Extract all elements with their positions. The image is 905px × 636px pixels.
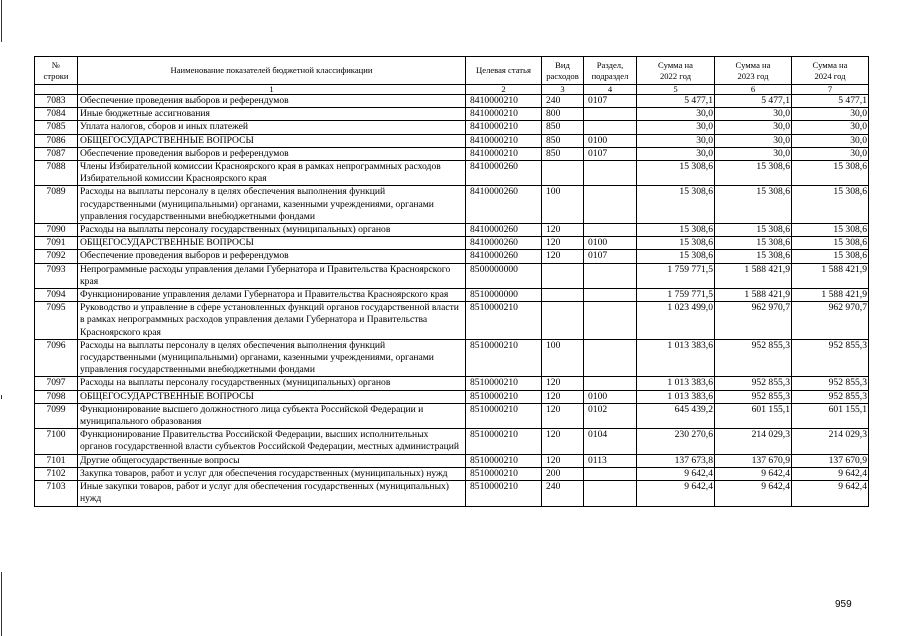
table-row bbox=[35, 134, 869, 147]
sum-2023-cell: 952 855,3 bbox=[715, 390, 792, 403]
sum-2024-cell: 30,0 bbox=[792, 121, 869, 134]
section-cell bbox=[584, 467, 637, 480]
row-number-cell: 7094 bbox=[35, 289, 78, 302]
target-article-cell: 8410000210 bbox=[466, 95, 542, 108]
row-name-cell: Обеспечение проведения выборов и референдумов bbox=[78, 250, 466, 263]
expense-kind-cell: 100 bbox=[542, 339, 584, 377]
sum-2022-cell: 9 642,4 bbox=[637, 481, 715, 506]
sum-2024-cell: 952 855,3 bbox=[792, 339, 869, 377]
table-row bbox=[35, 377, 869, 390]
row-number-cell: 7092 bbox=[35, 250, 78, 263]
table-row bbox=[35, 289, 869, 302]
expense-kind-cell bbox=[542, 302, 584, 340]
sum-2023-cell: 15 308,6 bbox=[715, 224, 792, 237]
sum-2022-cell: 1 759 771,5 bbox=[637, 289, 715, 302]
header-sum-2024: Сумма на 2024 год bbox=[792, 57, 869, 85]
section-cell: 0100 bbox=[584, 390, 637, 403]
sum-2022-cell: 15 308,6 bbox=[637, 161, 715, 186]
expense-kind-cell: 120 bbox=[542, 224, 584, 237]
sum-2022-cell: 1 023 499,0 bbox=[637, 302, 715, 340]
sum-2023-cell: 30,0 bbox=[715, 147, 792, 160]
sum-2023-cell: 30,0 bbox=[715, 121, 792, 134]
row-number-cell: 7093 bbox=[35, 263, 78, 288]
sum-2024-cell: 30,0 bbox=[792, 147, 869, 160]
table-row bbox=[35, 186, 869, 224]
target-article-cell: 8410000260 bbox=[466, 161, 542, 186]
expense-kind-cell: 120 bbox=[542, 377, 584, 390]
row-name-cell: ОБЩЕГОСУДАРСТВЕННЫЕ ВОПРОСЫ bbox=[78, 390, 466, 403]
target-article-cell: 8410000210 bbox=[466, 134, 542, 147]
row-number-cell: 7099 bbox=[35, 403, 78, 428]
sum-2022-cell: 9 642,4 bbox=[637, 467, 715, 480]
header-target: Целевая статья bbox=[466, 57, 542, 85]
row-number-cell: 7083 bbox=[35, 95, 78, 108]
expense-kind-cell: 120 bbox=[542, 250, 584, 263]
sum-2022-cell: 137 673,8 bbox=[637, 454, 715, 467]
row-number-cell: 7101 bbox=[35, 454, 78, 467]
sum-2023-cell: 1 588 421,9 bbox=[715, 263, 792, 288]
header-row bbox=[35, 57, 869, 85]
expense-kind-cell: 120 bbox=[542, 429, 584, 454]
row-number-cell: 7089 bbox=[35, 186, 78, 224]
sum-2024-cell: 962 970,7 bbox=[792, 302, 869, 340]
sum-2022-cell: 5 477,1 bbox=[637, 95, 715, 108]
column-number: 7 bbox=[792, 85, 869, 95]
sum-2022-cell: 1 013 383,6 bbox=[637, 390, 715, 403]
section-cell bbox=[584, 302, 637, 340]
table-row bbox=[35, 161, 869, 186]
row-number-cell: 7096 bbox=[35, 339, 78, 377]
target-article-cell: 8510000210 bbox=[466, 377, 542, 390]
table-row bbox=[35, 339, 869, 377]
row-number-cell: 7091 bbox=[35, 237, 78, 250]
sum-2023-cell: 9 642,4 bbox=[715, 481, 792, 506]
table-row bbox=[35, 121, 869, 134]
section-cell bbox=[584, 377, 637, 390]
row-name-cell: Закупка товаров, работ и услуг для обеспечения государственных (муниципальных) нужд bbox=[78, 467, 466, 480]
section-cell bbox=[584, 289, 637, 302]
sum-2024-cell: 9 642,4 bbox=[792, 481, 869, 506]
table-row bbox=[35, 147, 869, 160]
sum-2024-cell: 15 308,6 bbox=[792, 186, 869, 224]
row-name-cell: ОБЩЕГОСУДАРСТВЕННЫЕ ВОПРОСЫ bbox=[78, 237, 466, 250]
sum-2022-cell: 1 013 383,6 bbox=[637, 339, 715, 377]
row-name-cell: Расходы на выплаты персоналу в целях обеспечения выполнения функций государственными (муниципальными) органами, казенными учреждениями, органами управления государственными внебюджетными фондами bbox=[78, 339, 466, 377]
row-name-cell: Функционирование Правительства Российской Федерации, высших исполнительных органов государственной власти субъектов Российской Федерации, местных администраций bbox=[78, 429, 466, 454]
target-article-cell: 8410000210 bbox=[466, 147, 542, 160]
expense-kind-cell: 240 bbox=[542, 95, 584, 108]
table-row bbox=[35, 302, 869, 340]
target-article-cell: 8510000210 bbox=[466, 302, 542, 340]
table-row bbox=[35, 108, 869, 121]
sum-2024-cell: 30,0 bbox=[792, 134, 869, 147]
row-name-cell: Уплата налогов, сборов и иных платежей bbox=[78, 121, 466, 134]
expense-kind-cell: 120 bbox=[542, 454, 584, 467]
expense-kind-cell: 120 bbox=[542, 237, 584, 250]
table-row bbox=[35, 95, 869, 108]
sum-2022-cell: 1 013 383,6 bbox=[637, 377, 715, 390]
edge-mark-top bbox=[1, 0, 2, 42]
sum-2024-cell: 5 477,1 bbox=[792, 95, 869, 108]
table-body bbox=[35, 95, 869, 507]
row-name-cell: Другие общегосударственные вопросы bbox=[78, 454, 466, 467]
header-sum-2023: Сумма на 2023 год bbox=[715, 57, 792, 85]
sum-2023-cell: 962 970,7 bbox=[715, 302, 792, 340]
target-article-cell: 8410000210 bbox=[466, 108, 542, 121]
sum-2023-cell: 15 308,6 bbox=[715, 186, 792, 224]
page-number: 959 bbox=[835, 599, 852, 610]
section-cell: 0102 bbox=[584, 403, 637, 428]
row-number-cell: 7084 bbox=[35, 108, 78, 121]
row-number-cell: 7088 bbox=[35, 161, 78, 186]
section-cell bbox=[584, 161, 637, 186]
row-number-cell: 7098 bbox=[35, 390, 78, 403]
expense-kind-cell: 100 bbox=[542, 186, 584, 224]
section-cell bbox=[584, 263, 637, 288]
header-row-no: № строки bbox=[35, 57, 78, 85]
sum-2024-cell: 15 308,6 bbox=[792, 224, 869, 237]
row-number-cell: 7090 bbox=[35, 224, 78, 237]
expense-kind-cell: 850 bbox=[542, 121, 584, 134]
row-number-cell: 7086 bbox=[35, 134, 78, 147]
sum-2024-cell: 214 029,3 bbox=[792, 429, 869, 454]
sum-2022-cell: 15 308,6 bbox=[637, 237, 715, 250]
row-number-cell: 7097 bbox=[35, 377, 78, 390]
table-row bbox=[35, 237, 869, 250]
section-cell: 0107 bbox=[584, 95, 637, 108]
section-cell: 0100 bbox=[584, 237, 637, 250]
table-row bbox=[35, 429, 869, 454]
header-name: Наименование показателей бюджетной классификации bbox=[78, 57, 466, 85]
row-number-cell: 7087 bbox=[35, 147, 78, 160]
target-article-cell: 8410000260 bbox=[466, 186, 542, 224]
table-row bbox=[35, 390, 869, 403]
expense-kind-cell bbox=[542, 263, 584, 288]
target-article-cell: 8410000260 bbox=[466, 237, 542, 250]
table-row bbox=[35, 481, 869, 506]
sum-2022-cell: 30,0 bbox=[637, 121, 715, 134]
target-article-cell: 8510000210 bbox=[466, 403, 542, 428]
section-cell bbox=[584, 121, 637, 134]
table-row bbox=[35, 403, 869, 428]
row-number-cell: 7095 bbox=[35, 302, 78, 340]
target-article-cell: 8410000260 bbox=[466, 250, 542, 263]
target-article-cell: 8510000210 bbox=[466, 390, 542, 403]
column-number: 2 bbox=[466, 85, 542, 95]
sum-2023-cell: 15 308,6 bbox=[715, 237, 792, 250]
expense-kind-cell: 850 bbox=[542, 134, 584, 147]
sum-2023-cell: 1 588 421,9 bbox=[715, 289, 792, 302]
sum-2023-cell: 5 477,1 bbox=[715, 95, 792, 108]
sum-2023-cell: 15 308,6 bbox=[715, 250, 792, 263]
sum-2022-cell: 230 270,6 bbox=[637, 429, 715, 454]
row-name-cell: Расходы на выплаты персоналу государственных (муниципальных) органов bbox=[78, 377, 466, 390]
sum-2023-cell: 9 642,4 bbox=[715, 467, 792, 480]
target-article-cell: 8410000210 bbox=[466, 121, 542, 134]
section-cell: 0100 bbox=[584, 134, 637, 147]
sum-2022-cell: 15 308,6 bbox=[637, 224, 715, 237]
target-article-cell: 8510000210 bbox=[466, 454, 542, 467]
sum-2024-cell: 601 155,1 bbox=[792, 403, 869, 428]
row-name-cell: ОБЩЕГОСУДАРСТВЕННЫЕ ВОПРОСЫ bbox=[78, 134, 466, 147]
sum-2024-cell: 952 855,3 bbox=[792, 390, 869, 403]
sum-2022-cell: 30,0 bbox=[637, 134, 715, 147]
row-number-cell: 7085 bbox=[35, 121, 78, 134]
column-number-row bbox=[35, 85, 869, 95]
row-number-cell: 7102 bbox=[35, 467, 78, 480]
table-row bbox=[35, 263, 869, 288]
sum-2023-cell: 30,0 bbox=[715, 108, 792, 121]
row-name-cell: Иные закупки товаров, работ и услуг для обеспечения государственных (муниципальных) нужд bbox=[78, 481, 466, 506]
sum-2024-cell: 15 308,6 bbox=[792, 250, 869, 263]
row-number-cell: 7103 bbox=[35, 481, 78, 506]
row-name-cell: Расходы на выплаты персоналу в целях обеспечения выполнения функций государственными (муниципальными) органами, казенными учреждениями, органами управления государственными внебюджетными фондами bbox=[78, 186, 466, 224]
row-number-cell: 7100 bbox=[35, 429, 78, 454]
table-row bbox=[35, 467, 869, 480]
section-cell: 0113 bbox=[584, 454, 637, 467]
header-kind: Вид расходов bbox=[542, 57, 584, 85]
section-cell: 0107 bbox=[584, 250, 637, 263]
row-name-cell: Непрограммные расходы управления делами Губернатора и Правительства Красноярского края bbox=[78, 263, 466, 288]
expense-kind-cell: 240 bbox=[542, 481, 584, 506]
table-row bbox=[35, 454, 869, 467]
sum-2023-cell: 214 029,3 bbox=[715, 429, 792, 454]
row-name-cell: Обеспечение проведения выборов и референдумов bbox=[78, 147, 466, 160]
column-number: 6 bbox=[715, 85, 792, 95]
sum-2023-cell: 15 308,6 bbox=[715, 161, 792, 186]
sum-2022-cell: 15 308,6 bbox=[637, 250, 715, 263]
row-name-cell: Функционирование высшего должностного лица субъекта Российской Федерации и муниципального образования bbox=[78, 403, 466, 428]
sum-2023-cell: 30,0 bbox=[715, 134, 792, 147]
target-article-cell: 8500000000 bbox=[466, 263, 542, 288]
expense-kind-cell: 850 bbox=[542, 147, 584, 160]
row-name-cell: Иные бюджетные ассигнования bbox=[78, 108, 466, 121]
target-article-cell: 8510000210 bbox=[466, 339, 542, 377]
row-name-cell: Функционирование управления делами Губернатора и Правительства Красноярского края bbox=[78, 289, 466, 302]
expense-kind-cell: 120 bbox=[542, 390, 584, 403]
target-article-cell: 8510000210 bbox=[466, 429, 542, 454]
sum-2024-cell: 1 588 421,9 bbox=[792, 289, 869, 302]
column-number bbox=[35, 85, 78, 95]
expense-kind-cell: 200 bbox=[542, 467, 584, 480]
section-cell bbox=[584, 186, 637, 224]
sum-2024-cell: 137 670,9 bbox=[792, 454, 869, 467]
sum-2023-cell: 601 155,1 bbox=[715, 403, 792, 428]
sum-2024-cell: 1 588 421,9 bbox=[792, 263, 869, 288]
table-row bbox=[35, 224, 869, 237]
section-cell: 0107 bbox=[584, 147, 637, 160]
section-cell bbox=[584, 108, 637, 121]
section-cell: 0104 bbox=[584, 429, 637, 454]
sum-2024-cell: 15 308,6 bbox=[792, 237, 869, 250]
budget-table bbox=[34, 56, 869, 507]
sum-2023-cell: 952 855,3 bbox=[715, 377, 792, 390]
row-name-cell: Расходы на выплаты персоналу государственных (муниципальных) органов bbox=[78, 224, 466, 237]
column-number: 5 bbox=[637, 85, 715, 95]
row-name-cell: Члены Избирательной комиссии Красноярского края в рамках непрограммных расходов Избирательной комиссии Красноярского края bbox=[78, 161, 466, 186]
target-article-cell: 8510000210 bbox=[466, 467, 542, 480]
section-cell bbox=[584, 481, 637, 506]
target-article-cell: 8510000210 bbox=[466, 481, 542, 506]
target-article-cell: 8410000260 bbox=[466, 224, 542, 237]
expense-kind-cell bbox=[542, 161, 584, 186]
edge-mark-bottom bbox=[1, 572, 2, 636]
sum-2022-cell: 645 439,2 bbox=[637, 403, 715, 428]
sum-2024-cell: 15 308,6 bbox=[792, 161, 869, 186]
row-name-cell: Обеспечение проведения выборов и референдумов bbox=[78, 95, 466, 108]
sum-2022-cell: 15 308,6 bbox=[637, 186, 715, 224]
sum-2022-cell: 30,0 bbox=[637, 147, 715, 160]
section-cell bbox=[584, 224, 637, 237]
sum-2022-cell: 1 759 771,5 bbox=[637, 263, 715, 288]
section-cell bbox=[584, 339, 637, 377]
target-article-cell: 8510000000 bbox=[466, 289, 542, 302]
row-name-cell: Руководство и управление в сфере установленных функций органов государственной власти в рамках непрограммных расходов управления делами Губернатора и Правительства Красноярского края bbox=[78, 302, 466, 340]
sum-2024-cell: 30,0 bbox=[792, 108, 869, 121]
sum-2023-cell: 137 670,9 bbox=[715, 454, 792, 467]
expense-kind-cell: 800 bbox=[542, 108, 584, 121]
header-section: Раздел, подраздел bbox=[584, 57, 637, 85]
table-row bbox=[35, 250, 869, 263]
sum-2022-cell: 30,0 bbox=[637, 108, 715, 121]
expense-kind-cell bbox=[542, 289, 584, 302]
column-number: 4 bbox=[584, 85, 637, 95]
column-number: 3 bbox=[542, 85, 584, 95]
sum-2024-cell: 9 642,4 bbox=[792, 467, 869, 480]
column-number: 1 bbox=[78, 85, 466, 95]
edge-mark-middle bbox=[1, 395, 2, 399]
header-sum-2022: Сумма на 2022 год bbox=[637, 57, 715, 85]
sum-2023-cell: 952 855,3 bbox=[715, 339, 792, 377]
expense-kind-cell: 120 bbox=[542, 403, 584, 428]
sum-2024-cell: 952 855,3 bbox=[792, 377, 869, 390]
